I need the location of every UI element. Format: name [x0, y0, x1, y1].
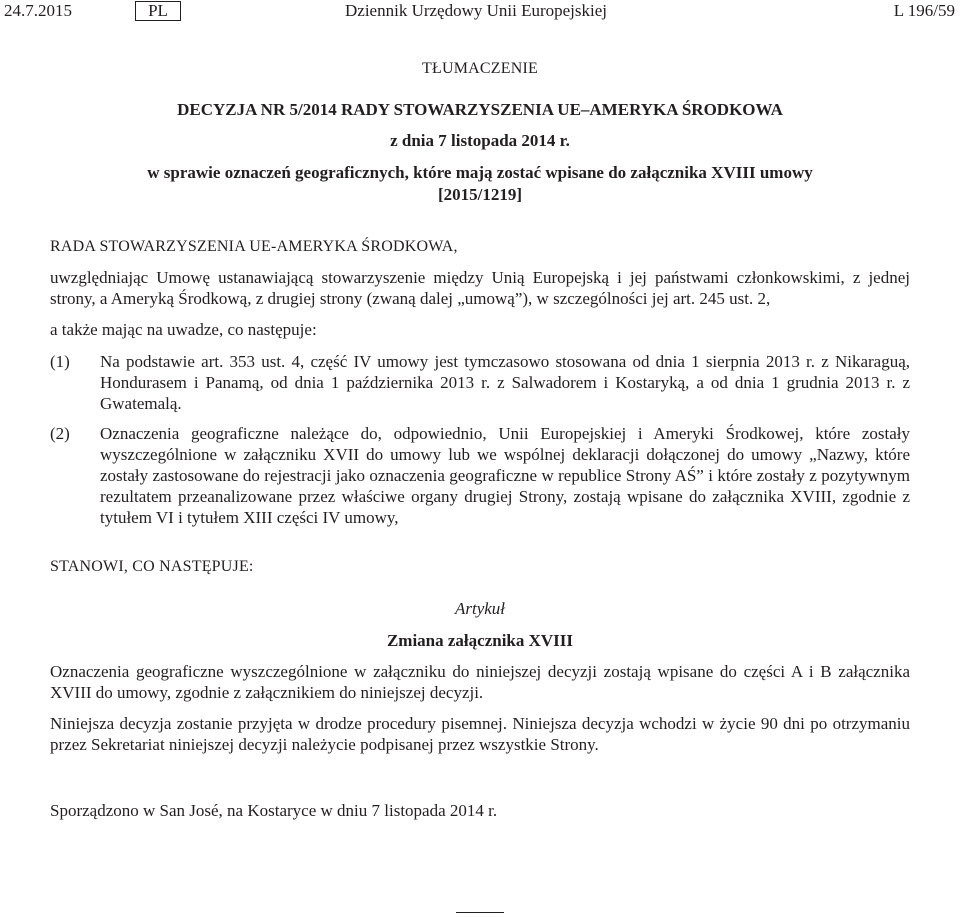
- article-label: Artykuł: [454, 599, 506, 618]
- recital-text: Na podstawie art. 353 ust. 4, część IV umowy jest tymczasowo stosowana od dnia 1 sierpnia 2013 r. z Nikaraguą, Hondurasem i Panamą, od dnia 1 października 2013 r. z Salwadorem i Kostaryką, a od dnia 1 grudnia 2013 r. z Gwatemalą.: [100, 352, 910, 413]
- recital-number: (2): [50, 424, 70, 443]
- issuer-line: RADA STOWARZYSZENIA UE-AMERYKA ŚRODKOWA,: [50, 238, 458, 255]
- header-date: 24.7.2015: [4, 1, 72, 20]
- recital-number: (1): [50, 352, 70, 371]
- recital-intro-2: a także mając na uwadze, co następuje:: [50, 320, 317, 339]
- footnote-separator: [456, 912, 504, 913]
- recital-intro-1: uwzględniając Umowę ustanawiającą stowarzyszenie między Unią Europejską i jej państwami członkowskimi, z jednej strony, a Ameryką Środkową, z drugiej strony (zwaną dalej „umową”), w szczególności jej art. 245 ust. 2,: [50, 268, 910, 308]
- decision-subject-line-1: w sprawie oznaczeń geograficznych, które mają zostać wpisane do załącznika XVIII umowy: [147, 163, 813, 182]
- decision-title: DECYZJA NR 5/2014 RADY STOWARZYSZENIA UE–AMERYKA ŚRODKOWA: [177, 100, 783, 119]
- page-reference: L 196/59: [893, 1, 955, 20]
- journal-title: Dziennik Urzędowy Unii Europejskiej: [345, 1, 608, 20]
- decision-subject-line-2: [2015/1219]: [437, 185, 523, 204]
- article-title: Zmiana załącznika XVIII: [386, 631, 574, 650]
- done-at-line: Sporządzono w San José, na Kostaryce w dniu 7 listopada 2014 r.: [50, 801, 498, 820]
- enacting-formula: STANOWI, CO NASTĘPUJE:: [50, 558, 254, 575]
- article-paragraph-2: Niniejsza decyzja zostanie przyjęta w drodze procedury pisemnej. Niniejsza decyzja wchodzi w życie 90 dni po otrzymaniu przez Sekretariat niniejszej decyzji należycie podpisanej przez wszystkie Strony.: [50, 714, 910, 754]
- translation-label: TŁUMACZENIE: [422, 60, 538, 77]
- recital-text: Oznaczenia geograficzne należące do, odpowiednio, Unii Europejskiej i Ameryki Środkowej, które zostały wyszczególnione w załączniku XVII do umowy lub we wspólnej deklaracji dołączonej do umowy „Nazwy, które zostały zastosowane do rejestracji jako oznaczenia geograficzne w republice Strony AŚ” i które zostały z pozytywnym rezultatem przeanalizowane przez właściwe organy drugiej Strony, zostają wpisane do załącznika XVIII, zgodnie z tytułem VI i tytułem XIII części IV umowy,: [100, 424, 910, 527]
- article-paragraph-1: Oznaczenia geograficzne wyszczególnione w załączniku do niniejszej decyzji zostają wpisane do części A i B załącznika XVIII do umowy, zgodnie z załącznikiem do niniejszej decyzji.: [50, 662, 910, 702]
- language-box: PL: [135, 1, 181, 21]
- decision-date: z dnia 7 listopada 2014 r.: [390, 131, 570, 150]
